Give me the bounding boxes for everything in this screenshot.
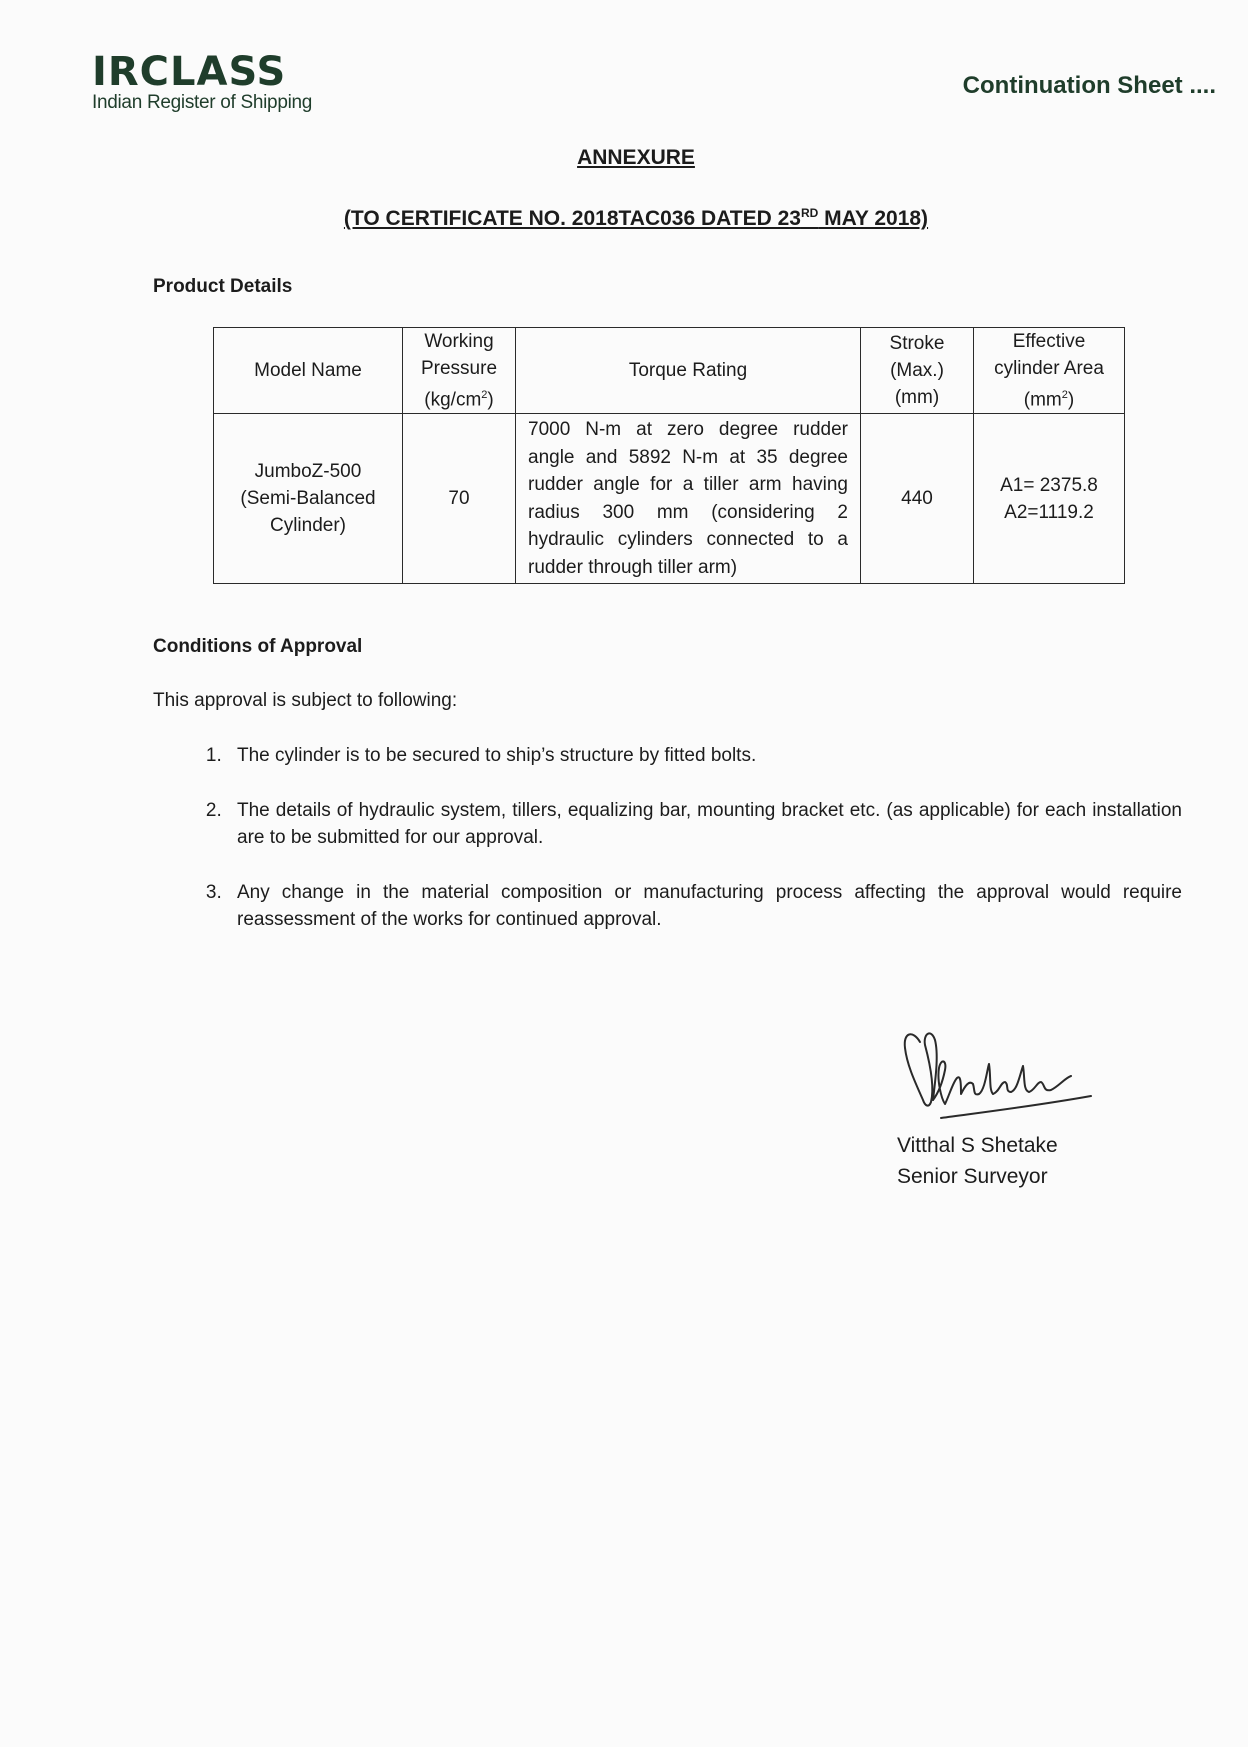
product-details-heading: Product Details [153,276,293,297]
certificate-reference: (TO CERTIFICATE NO. 2018TAC036 DATED 23RD MAY 2018) [343,206,929,230]
col-working-pressure: Working Pressure $(kg/cm^2)$ [403,328,516,414]
product-details-table [213,327,1125,584]
col-model-name: Model Name [214,328,403,414]
irclass-logo: IRCLASS [92,49,287,95]
signature-image [895,1020,1115,1130]
cell-working-pressure: 70 [403,414,516,584]
table-row [214,414,1125,584]
conditions-heading: Conditions of Approval [153,636,363,657]
list-item: 3. Any change in the material composition or manufacturing process affecting the approval would require reassessment of the works for continued approval. [227,879,1182,933]
col-torque-rating: Torque Rating [516,328,861,414]
list-item: 2. The details of hydraulic system, tillers, equalizing bar, mounting bracket etc. (as applicable) for each installation are to be submitted for our approval. [227,797,1182,851]
col-effective-area: Effective cylinder Area $(mm^2)$ [974,328,1125,414]
signatory-designation: Senior Surveyor [897,1165,1048,1188]
signatory-name: Vitthal S Shetake [897,1134,1058,1157]
signatory-block [897,1130,1058,1192]
logo-subtitle: Indian Register of Shipping [92,92,313,113]
col-stroke: Stroke (Max.) (mm) [861,328,974,414]
cell-effective-area: A1= 2375.8 A2=1119.2 [974,414,1125,584]
conditions-list [187,730,1182,933]
annexure-title: ANNEXURE [577,146,695,169]
list-item: 1. The cylinder is to be secured to ship’s structure by fitted bolts. [227,742,1182,769]
continuation-sheet-label: Continuation Sheet .... [962,72,1216,99]
conditions-intro: This approval is subject to following: [153,690,458,711]
cell-stroke: 440 [861,414,974,584]
cell-torque-rating: 7000 N-m at zero degree rudder angle and 5892 N-m at 35 degree rudder angle for a tiller arm having radius 300 mm (considering 2 hydraulic cylinders connected to a rudder through tiller arm) [516,414,861,584]
table-header-row [214,328,1125,414]
cell-model-name: JumboZ-500 (Semi-Balanced Cylinder) [214,414,403,584]
